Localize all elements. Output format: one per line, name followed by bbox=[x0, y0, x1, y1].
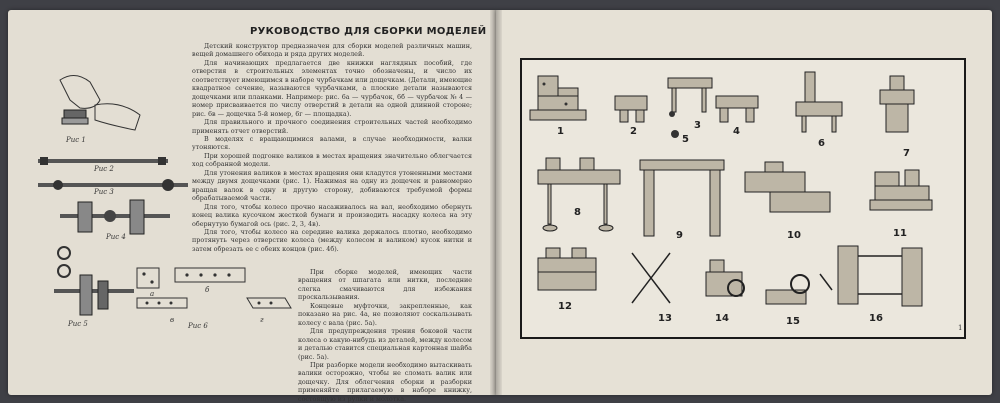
paragraph: При хорошей подгонке валиков в местах вращения значительно облегчается ход собранной модели. bbox=[192, 151, 472, 169]
paragraph: Для того, чтобы колесо прочно насаживалось на вал, необходимо обернуть конец валика кусочком жесткой бумаги и производить насадку колеса на эту обернутую бумагой ось (рис. 2, 3, 4в). bbox=[192, 202, 472, 228]
fig-label: Рис 1 bbox=[66, 136, 86, 144]
fig-label: Рис 4 bbox=[106, 233, 126, 241]
model-number: 7 bbox=[903, 148, 910, 159]
paragraph: Для правильного и прочного соединения строительных частей необходимо применять отчет отверстий. bbox=[192, 118, 472, 135]
paragraph: Для того, чтобы колесо на середине валика держалось плотно, необходимо протянуть через отверстие колеса (между колесом и валиком) кусок нитки и затем обрезать ее с обеих концов (рис. 4б). bbox=[192, 227, 472, 253]
book-spine bbox=[490, 10, 502, 395]
paragraph: В моделях с вращающимися валами, в случае необходимости, валки утоняются. bbox=[192, 134, 472, 152]
paragraph: При сборке моделей, имеющих части вращения от шпагата или нитки, последние слегка смачиваются для избежания проскальзывания. bbox=[298, 268, 472, 302]
illustration-fig6-parts bbox=[135, 262, 295, 322]
model-number: 2 bbox=[630, 126, 637, 137]
model-number: 4 bbox=[733, 126, 740, 137]
fig-label: Рис 5 bbox=[68, 320, 88, 328]
model-number: 15 bbox=[786, 316, 800, 327]
instructions-text bbox=[192, 42, 472, 253]
paragraph: Для начинающих предлагается две книжки наглядных пособий, где отверстия в строительных элементах точно обозначены, и число их соответствует имеющимся в наборе чурбачкам или дощечкам. (Детали, имеющие квадратное сечение, называются чурбачками, а плоские детали называются дощечками или планками. Например: рис. 6а — чурбачок, 6б — чурбачок № 4 — номер присваивается по числу отверстий в детали на одной длинной стороне; рис. 6в — дощечка 5-й номер, 6г — площадка). bbox=[192, 58, 472, 118]
fig-label: Рис 2 bbox=[94, 165, 114, 173]
instructions-text-lower bbox=[298, 268, 472, 403]
fig-label: Рис 6 bbox=[188, 322, 208, 330]
model-number: 12 bbox=[558, 301, 572, 312]
paragraph: Для утонения валиков в местах вращения они кладутся утоненными местами между двумя дощечками (рис. 1). Нажимая на одну из дощечек и равномерно вращая валок в одну и другую сторону, добиваются требуемой формы обрабатываемой части. bbox=[192, 168, 472, 203]
fig-label: а bbox=[150, 290, 155, 298]
fig-label: г bbox=[260, 316, 264, 324]
page-title: РУКОВОДСТВО ДЛЯ СБОРКИ МОДЕЛЕЙ bbox=[250, 26, 487, 37]
page-number: 1 bbox=[958, 324, 963, 332]
paragraph: Концевые муфточки, закрепленные, как показано на рис. 4а, не позволяют соскальзывать колесу с вала (рис. 5а). bbox=[298, 301, 472, 327]
model-number: 5 bbox=[682, 134, 689, 145]
model-number: 8 bbox=[574, 207, 581, 218]
model-number: 3 bbox=[694, 120, 701, 131]
model-illustrations bbox=[520, 58, 966, 339]
model-number: 1 bbox=[557, 126, 564, 137]
model-number: 10 bbox=[787, 230, 801, 241]
paragraph: Для предупреждения трения боковой части колеса о какую-нибудь из деталей, между колесом и деталью ставится специальная картонная шайба (рис. 5а). bbox=[298, 327, 472, 361]
fig-label: б bbox=[205, 286, 210, 294]
fig-label: в bbox=[170, 316, 175, 324]
illustration-fig5-wheels bbox=[54, 245, 134, 325]
model-number: 6 bbox=[818, 138, 825, 149]
paragraph: При разборке модели необходимо вытаскивать валики осторожно, чтобы не сломать валик или дощечку. Для облегчения сборки и разборки применяйте прилагаемую в наборе книжку, состоящую из рулки и молотка. bbox=[298, 360, 472, 403]
illustration-fig1-hands bbox=[40, 70, 150, 145]
model-number: 11 bbox=[893, 228, 907, 239]
model-number: 9 bbox=[676, 230, 683, 241]
paragraph: Детский конструктор предназначен для сборки моделей различных машин, вещей домашнего обихода и ряда других моделей. bbox=[192, 42, 472, 59]
model-number: 16 bbox=[869, 313, 883, 324]
model-number: 13 bbox=[658, 313, 672, 324]
fig-label: Рис 3 bbox=[94, 188, 114, 196]
model-number: 14 bbox=[715, 313, 729, 324]
